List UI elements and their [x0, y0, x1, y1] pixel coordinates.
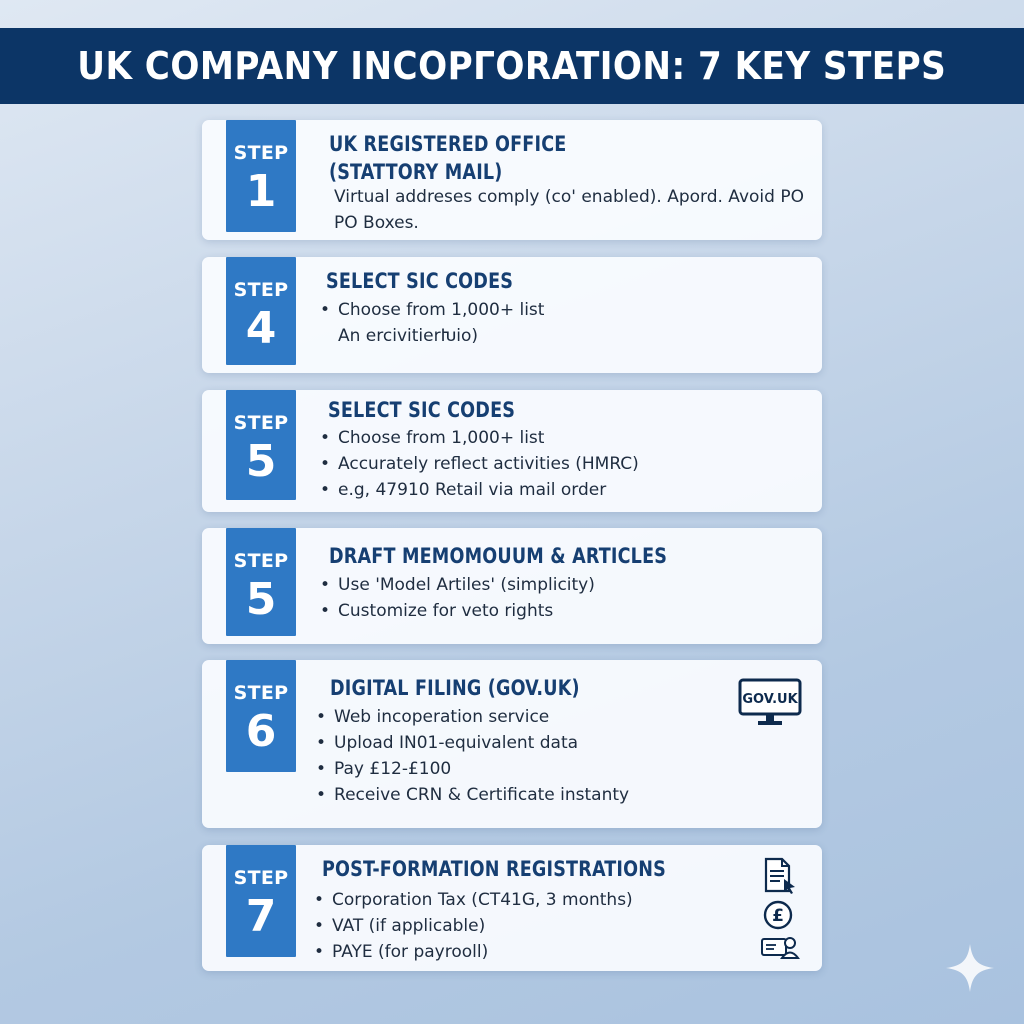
bullet-item: • Customize for veto rights — [320, 598, 802, 624]
step-badge — [226, 528, 296, 636]
step-card-5 — [202, 660, 822, 828]
step-badge — [226, 257, 296, 365]
step-badge — [226, 120, 296, 232]
step-title-line: SELECT SIC CODES — [328, 398, 516, 422]
bullet-item: • Use 'Model Artiles' (simplicity) — [320, 572, 802, 598]
step-body — [320, 297, 802, 349]
step-title — [329, 130, 566, 186]
step-title-line: UK REGISTERED OFFICE — [329, 132, 567, 156]
title-banner — [0, 28, 1024, 104]
svg-text:£: £ — [772, 906, 784, 926]
bullet-item: • PAYE (for payrooll) — [314, 939, 802, 965]
step-card-1 — [202, 120, 822, 240]
step-title — [326, 267, 513, 295]
step-number: 6 — [245, 706, 277, 757]
step-label: STEP — [233, 682, 289, 704]
body-line: Virtual addreses comply (co' enabled). Apord. Avoid PO — [334, 187, 804, 207]
bullet-item: • VAT (if applicable) — [314, 913, 802, 939]
step-body — [320, 425, 802, 503]
step-title-line: (STATTORY MAIL) — [329, 160, 503, 184]
body-line: An ercivitierԽio) — [338, 326, 479, 346]
step-title-line: DRAFT MEMOMOUUM & ARTICLES — [329, 544, 668, 568]
step-number: 1 — [245, 166, 277, 217]
bullet-item: • Upload IN01-equivalent data — [316, 730, 802, 756]
bullet-item: • Web incoperation service — [316, 704, 802, 730]
step-body — [320, 572, 802, 624]
bullet-item: • Accurately reflect activities (HMRC) — [320, 451, 802, 477]
step-card-2 — [202, 257, 822, 373]
step-body — [316, 704, 802, 808]
step-label: STEP — [233, 412, 289, 434]
step-label: STEP — [233, 867, 289, 889]
step-title — [328, 396, 515, 424]
step-title — [322, 855, 666, 883]
step-card-6 — [202, 845, 822, 971]
document-cursor-icon — [762, 857, 798, 895]
govuk-label: GOV.UK — [742, 692, 798, 707]
bullet-item: • Choose from 1,000+ list — [320, 425, 802, 451]
step-label: STEP — [233, 142, 289, 164]
person-card-icon — [760, 933, 800, 961]
step-title — [330, 674, 580, 702]
step-label: STEP — [233, 550, 289, 572]
govuk-monitor-icon — [738, 678, 802, 728]
step-title-line: POST-FORMATION REGISTRATIONS — [322, 857, 666, 881]
step-title-line: SELECT SIC CODES — [326, 269, 514, 293]
step-body — [334, 184, 802, 236]
step-title — [329, 542, 667, 570]
step-badge — [226, 660, 296, 772]
bullet-item: • Choose from 1,000+ list — [320, 297, 802, 323]
body-line: PO Boxes. — [334, 213, 419, 233]
step-number: 5 — [245, 436, 277, 487]
bullet-item: • Corporation Tax (CT41G, 3 months) — [314, 887, 802, 913]
step-title-line: DIGITAL FILING (GOV.UK) — [330, 676, 580, 700]
step-badge — [226, 845, 296, 957]
step-number: 4 — [245, 303, 277, 354]
step-number: 5 — [245, 574, 277, 625]
step-label: STEP — [233, 279, 289, 301]
bullet-item: • e.g, 47910 Retail via mail order — [320, 477, 802, 503]
sparkle-icon — [944, 942, 996, 994]
step-body — [314, 887, 802, 965]
pound-coin-icon — [762, 899, 794, 931]
page-title: UK COMPANY INCOPΓORATION: 7 KEY STEPS — [77, 44, 947, 88]
step-card-3 — [202, 390, 822, 512]
bullet-item: • Pay £12-£100 — [316, 756, 802, 782]
step-card-4 — [202, 528, 822, 644]
step-number: 7 — [245, 891, 277, 942]
step-badge — [226, 390, 296, 500]
bullet-item: • Receive CRN & Certificate instanty — [316, 782, 802, 808]
